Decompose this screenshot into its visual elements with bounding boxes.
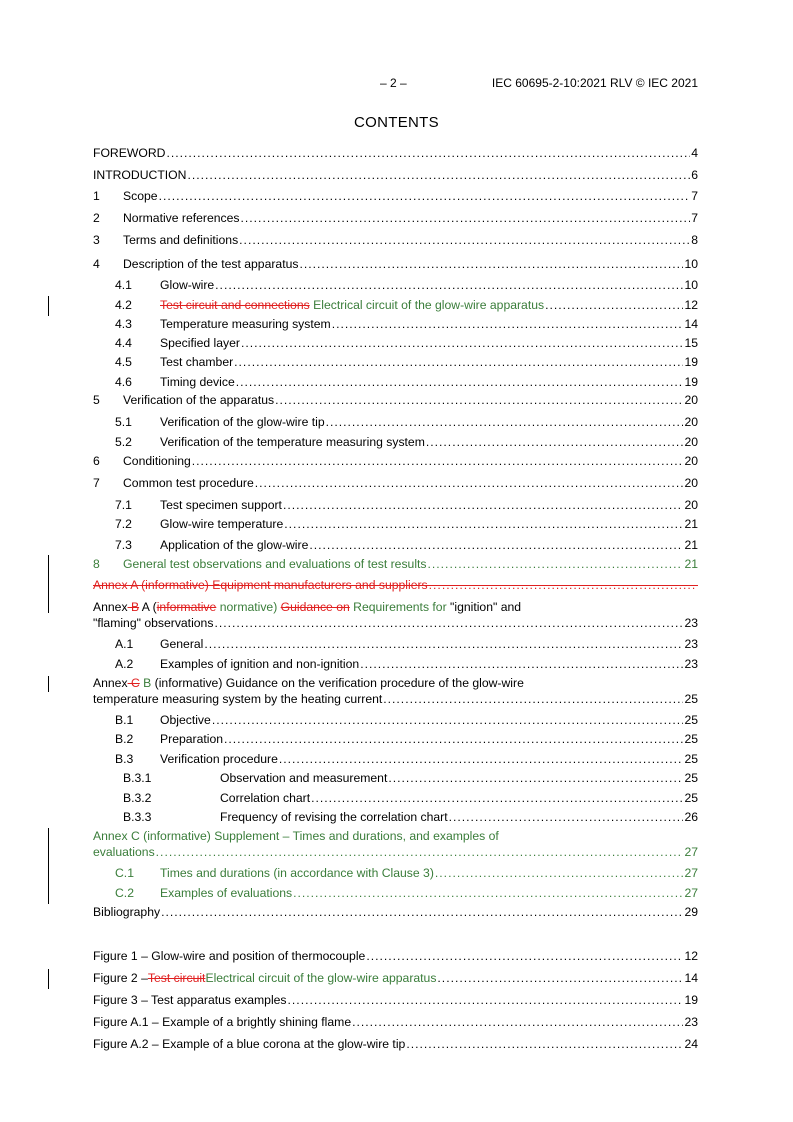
toc-entry-specified-layer[interactable] — [93, 334, 698, 352]
toc-entry-number: 4.6 — [115, 375, 132, 389]
inserted-text: Requirements for — [349, 600, 447, 614]
toc-entry-number: 4.2 — [115, 298, 132, 312]
figure-entry-label: Figure A.1 – Example of a brightly shining flame — [93, 1015, 352, 1029]
figure-entry-page: 24 — [684, 1037, 698, 1051]
toc-entry-number: 2 — [93, 211, 100, 225]
inserted-text: Electrical circuit of the glow-wire apparatus — [313, 298, 545, 312]
change-bar — [48, 676, 49, 692]
toc-entry-page: 25 — [684, 713, 698, 727]
toc-entry-label: Test chamber — [160, 355, 234, 369]
toc-entry-page: 15 — [684, 336, 698, 350]
toc-entry-label: Correlation chart — [220, 791, 311, 805]
toc-entry-label: FOREWORD — [93, 146, 166, 160]
toc-entry-glow-wire[interactable] — [93, 276, 698, 294]
inserted-text: normative) — [216, 600, 281, 614]
toc-entry-number: 4.5 — [115, 355, 132, 369]
toc-entry-number: 5 — [93, 393, 100, 407]
toc-entry-page: 23 — [684, 637, 698, 651]
toc-entry-b1[interactable] — [93, 711, 698, 729]
toc-entry-label: Specified layer — [160, 336, 240, 350]
toc-entry-page: 10 — [684, 278, 698, 292]
page-title: CONTENTS — [354, 114, 439, 131]
figure-entry-a1[interactable] — [93, 1013, 698, 1031]
toc-entry-page: 25 — [684, 732, 698, 746]
toc-entry-page: 25 — [684, 791, 698, 805]
toc-entry-number: 8 — [93, 557, 100, 571]
toc-entry-number: 4.3 — [115, 317, 132, 331]
toc-entry-general-observations[interactable] — [93, 555, 698, 573]
toc-entry-number: 4 — [93, 257, 100, 271]
toc-entry-number: B.2 — [115, 732, 134, 746]
deleted-text: Test circuit and connections — [160, 298, 310, 312]
toc-entry-label: Verification of the glow-wire tip — [160, 415, 325, 429]
toc-entry-number: 1 — [93, 189, 100, 203]
toc-entry-b3-2[interactable] — [93, 789, 698, 807]
figure-entry-label: Figure 3 – Test apparatus examples — [93, 993, 287, 1007]
deleted-text: Annex A (informative) Equipment manufacturers and suppliers — [93, 578, 428, 592]
toc-entry-label: General test observations and evaluations of test results — [123, 557, 427, 571]
toc-entry-page: 20 — [684, 435, 698, 449]
toc-entry-page: 6 — [691, 168, 698, 182]
toc-entry-label: Examples of ignition and non-ignition — [160, 657, 360, 671]
toc-entry-label: Terms and definitions — [123, 233, 239, 247]
toc-entry-page: 21 — [684, 517, 698, 531]
toc-entry-label: Application of the glow-wire — [160, 538, 309, 552]
toc-entry-page: 27 — [684, 866, 698, 880]
toc-entry-glow-wire-temperature[interactable] — [93, 515, 698, 533]
toc-entry-annex-a[interactable] — [93, 598, 698, 634]
deleted-text: Guidance on — [280, 600, 350, 614]
toc-entry-label: Scope — [123, 189, 158, 203]
inserted-text: Electrical circuit of the glow-wire apparatus — [205, 971, 437, 985]
annex-text: (informative) Guidance on the verification procedure of the glow-wire — [151, 676, 524, 690]
annex-label: Annex — [93, 676, 128, 690]
document-reference: IEC 60695-2-10:2021 RLV © IEC 2021 — [491, 76, 698, 90]
toc-entry-verification-temperature[interactable] — [93, 433, 698, 451]
toc-entry-common-test-procedure[interactable] — [93, 474, 698, 492]
toc-entry-number: A.1 — [115, 637, 134, 651]
deleted-text: Test circuit — [147, 971, 206, 985]
toc-entry-specimen-support[interactable] — [93, 496, 698, 514]
toc-entry-annex-b[interactable] — [93, 674, 698, 710]
toc-entry-label: temperature measuring system by the heating current — [93, 692, 383, 706]
figure-entry-3[interactable] — [93, 991, 698, 1009]
figure-entry-label: Figure 2 – — [93, 971, 148, 985]
toc-entry-electrical-circuit[interactable] — [93, 296, 698, 314]
toc-entry-page: 20 — [684, 415, 698, 429]
toc-entry-label: Common test procedure — [123, 476, 254, 490]
toc-entry-label: Verification procedure — [160, 752, 278, 766]
toc-entry-number: A.2 — [115, 657, 134, 671]
inserted-text: B — [139, 676, 152, 690]
change-bar — [48, 828, 49, 904]
deleted-text: B — [127, 600, 140, 614]
change-bar — [48, 555, 49, 613]
toc-entry-label: INTRODUCTION — [93, 168, 187, 182]
deleted-text: informative — [156, 600, 217, 614]
toc-entry-label: Frequency of revising the correlation chart — [220, 810, 448, 824]
toc-entry-number: 4.4 — [115, 336, 132, 350]
toc-entry-page: 21 — [684, 557, 698, 571]
toc-entry-foreword[interactable] — [93, 144, 698, 162]
toc-entry-number: B.3.2 — [123, 791, 152, 805]
toc-entry-number: 4.1 — [115, 278, 132, 292]
toc-entry-temperature-measuring[interactable] — [93, 315, 698, 333]
figure-entry-page: 14 — [684, 971, 698, 985]
toc-entry-page: 23 — [684, 616, 698, 630]
toc-entry-a2[interactable] — [93, 655, 698, 673]
change-bar — [48, 969, 49, 989]
toc-entry-number: B.3 — [115, 752, 134, 766]
toc-entry-conditioning[interactable] — [93, 452, 698, 470]
toc-entry-b3-3[interactable] — [93, 808, 698, 826]
toc-entry-number: C.1 — [115, 866, 134, 880]
toc-entry-number: 5.2 — [115, 435, 132, 449]
toc-entry-page: 7 — [691, 211, 698, 225]
toc-entry-application[interactable] — [93, 536, 698, 554]
toc-entry-label: Objective — [160, 713, 211, 727]
toc-entry-b3[interactable] — [93, 750, 698, 768]
toc-entry-number: 7.3 — [115, 538, 132, 552]
figure-entry-a2[interactable] — [93, 1035, 698, 1053]
toc-entry-number: 7.1 — [115, 498, 132, 512]
toc-entry-page: 29 — [684, 905, 698, 919]
figure-entry-page: 19 — [684, 993, 698, 1007]
toc-entry-label: Timing device — [160, 375, 235, 389]
toc-entry-page: 20 — [684, 476, 698, 490]
toc-entry-page: 10 — [684, 257, 698, 271]
toc-entry-label: Times and durations (in accordance with Clause 3) — [160, 866, 434, 880]
toc-entry-timing-device[interactable] — [93, 373, 698, 391]
toc-entry-scope[interactable] — [93, 187, 698, 205]
toc-entry-label: Temperature measuring system — [160, 317, 331, 331]
toc-entry-page: 25 — [684, 752, 698, 766]
toc-entry-page: 27 — [684, 845, 698, 859]
toc-entry-label: Conditioning — [123, 454, 191, 468]
toc-entry-page: 26 — [684, 810, 698, 824]
figure-entry-2[interactable] — [93, 969, 698, 987]
change-bar — [48, 296, 49, 316]
toc-entry-label: Glow-wire — [160, 278, 215, 292]
toc-entry-test-apparatus[interactable] — [93, 255, 698, 273]
toc-entry-b2[interactable] — [93, 730, 698, 748]
toc-entry-normative-references[interactable] — [93, 209, 698, 227]
toc-entry-verification-tip[interactable] — [93, 413, 698, 431]
toc-entry-page: 8 — [691, 233, 698, 247]
toc-entry-label: Verification of the apparatus — [123, 393, 275, 407]
toc-entry-label: Glow-wire temperature — [160, 517, 284, 531]
toc-entry-label: Verification of the temperature measuring system — [160, 435, 425, 449]
toc-entry-label: Normative references — [123, 211, 240, 225]
toc-entry-verification[interactable] — [93, 391, 698, 409]
toc-entry-page: 25 — [684, 771, 698, 785]
toc-entry-test-chamber[interactable] — [93, 353, 698, 371]
toc-entry-page: 19 — [684, 355, 698, 369]
toc-entry-label: Preparation — [160, 732, 224, 746]
toc-entry-page: 19 — [684, 375, 698, 389]
annex-text: "ignition" and — [446, 600, 522, 614]
toc-entry-number: 7 — [93, 476, 100, 490]
toc-entry-page: 14 — [684, 317, 698, 331]
annex-text: A ( — [139, 600, 157, 614]
annex-label: Annex — [93, 600, 128, 614]
toc-entry-number: B.3.1 — [123, 771, 152, 785]
figure-entry-1[interactable] — [93, 947, 698, 965]
toc-entry-number: B.1 — [115, 713, 134, 727]
toc-entry-label: Description of the test apparatus — [123, 257, 299, 271]
toc-entry-c1[interactable] — [93, 864, 698, 882]
toc-entry-number: 7.2 — [115, 517, 132, 531]
toc-entry-page: 20 — [684, 393, 698, 407]
figure-entry-page: 23 — [684, 1015, 698, 1029]
toc-entry-label: Test specimen support — [160, 498, 282, 512]
toc-entry-page: 25 — [684, 692, 698, 706]
toc-entry-page: 12 — [684, 298, 698, 312]
figure-entry-page: 12 — [684, 949, 698, 963]
toc-entry-annex-c[interactable] — [93, 827, 698, 863]
toc-entry-page: 23 — [684, 657, 698, 671]
figure-entry-label: Figure 1 – Glow-wire and position of thermocouple — [93, 949, 366, 963]
page-number: – 2 – — [380, 76, 407, 90]
toc-entry-page: 21 — [684, 538, 698, 552]
toc-entry-label: evaluations — [93, 845, 155, 859]
toc-entry-b3-1[interactable] — [93, 769, 698, 787]
figure-entry-label: Figure A.2 – Example of a blue corona at the glow-wire tip — [93, 1037, 406, 1051]
toc-entry-label: Observation and measurement — [220, 771, 388, 785]
toc-entry-page: 20 — [684, 454, 698, 468]
toc-entry-a1[interactable] — [93, 635, 698, 653]
toc-entry-label: Annex C (informative) Supplement – Times and durations, and examples of — [93, 829, 499, 843]
toc-entry-page: 4 — [691, 146, 698, 160]
toc-entry-page: 27 — [684, 886, 698, 900]
toc-entry-page: 20 — [684, 498, 698, 512]
toc-entry-number: B.3.3 — [123, 810, 152, 824]
toc-entry-page: 7 — [691, 189, 698, 203]
toc-entry-number: 5.1 — [115, 415, 132, 429]
toc-entry-bibliography[interactable] — [93, 903, 698, 921]
deleted-entry-rule — [93, 585, 698, 586]
deleted-text: C — [127, 676, 140, 690]
toc-entry-label: General — [160, 637, 204, 651]
toc-entry-label: Bibliography — [93, 905, 161, 919]
toc-entry-label: Examples of evaluations — [160, 886, 293, 900]
toc-entry-number: C.2 — [115, 886, 134, 900]
toc-entry-introduction[interactable] — [93, 166, 698, 184]
toc-entry-c2[interactable] — [93, 884, 698, 902]
toc-entry-terms-definitions[interactable] — [93, 231, 698, 249]
toc-entry-number: 3 — [93, 233, 100, 247]
toc-entry-label: "flaming" observations — [93, 616, 214, 630]
toc-entry-number: 6 — [93, 454, 100, 468]
